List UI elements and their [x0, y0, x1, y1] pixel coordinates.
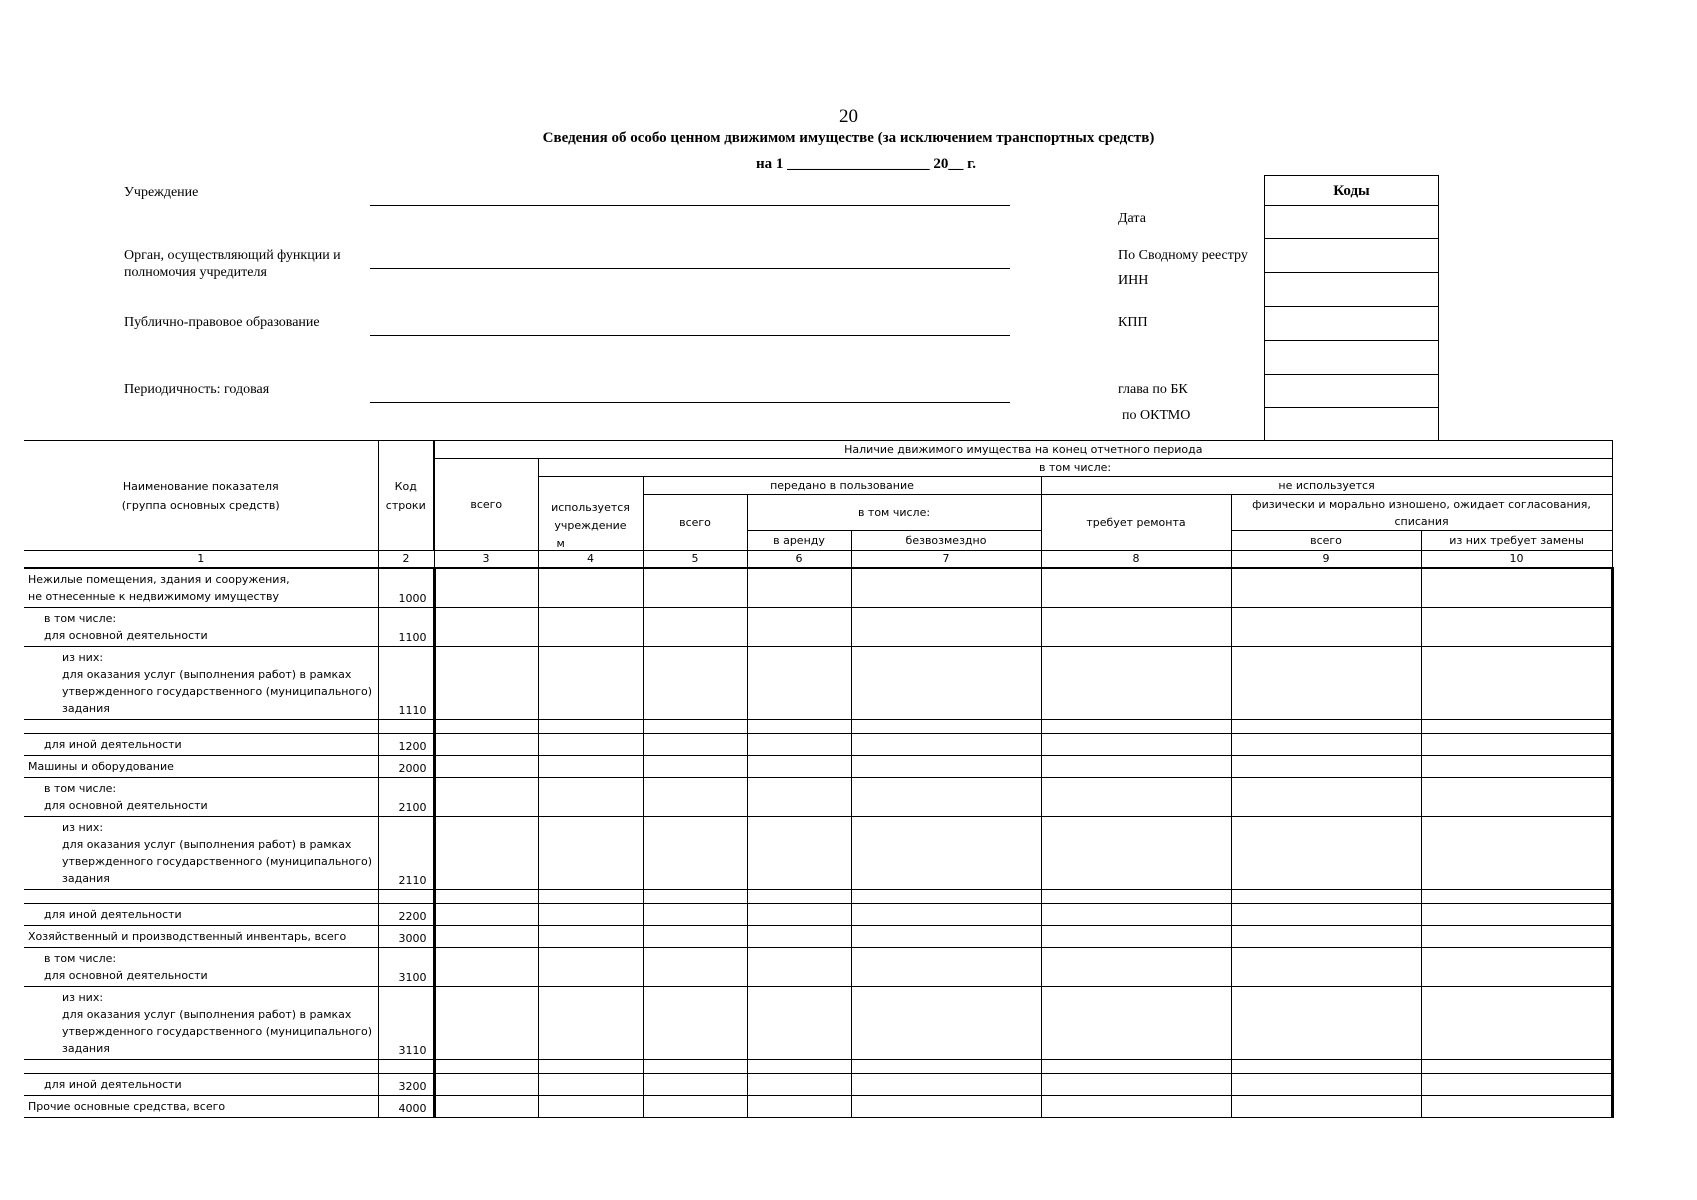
column-numbers-row [24, 551, 1612, 568]
public-entity-label: Публично-правовое образование [124, 315, 320, 330]
page-number: 20 [839, 106, 858, 127]
value-cell-col-3[interactable] [434, 568, 538, 608]
row-name [24, 1095, 378, 1117]
value-cell-col-6[interactable] [747, 947, 851, 986]
value-cell-col-7[interactable] [851, 1095, 1041, 1117]
value-cell-col-6[interactable] [747, 903, 851, 925]
value-cell-col-5[interactable] [643, 925, 747, 947]
row-name [24, 646, 378, 719]
header-worn-total: всего [1231, 531, 1421, 551]
value-cell-col-9[interactable] [1231, 607, 1421, 646]
row-code [378, 889, 434, 903]
value-cell-col-8[interactable] [1041, 947, 1231, 986]
document-title: Сведения об особо ценном движимом имуществе (за исключением транспортных средств) [542, 130, 1155, 146]
row-name-line: утвержденного государственного (муниципального) [62, 854, 373, 868]
row-code [378, 1059, 434, 1073]
header-rent: в аренду [747, 531, 851, 551]
value-cell-col-3[interactable] [434, 733, 538, 755]
value-cell-col-9[interactable] [1231, 1095, 1421, 1117]
table-row [24, 607, 1612, 646]
table-row [24, 777, 1612, 816]
row-name-line: для оказания услуг (выполнения работ) в рамках [62, 1007, 352, 1021]
value-cell-col-5[interactable] [643, 889, 747, 903]
row-code: 2100 [378, 777, 434, 816]
value-cell-col-7[interactable] [851, 1073, 1041, 1095]
value-cell-col-10[interactable] [1421, 733, 1612, 755]
value-cell-col-5[interactable] [643, 607, 747, 646]
code-label-registry: По Сводному реестру [1118, 248, 1248, 263]
code-cell-registry[interactable] [1265, 239, 1438, 273]
row-name [24, 607, 378, 646]
value-cell-col-8[interactable] [1041, 889, 1231, 903]
value-cell-col-8[interactable] [1041, 986, 1231, 1059]
value-cell-col-3[interactable] [434, 816, 538, 889]
table-row [24, 1095, 1612, 1117]
value-cell-col-9[interactable] [1231, 947, 1421, 986]
row-name-line: для основной деятельности [44, 798, 208, 812]
table-row [24, 816, 1612, 889]
row-name [24, 925, 378, 947]
movable-property-table [24, 440, 1614, 1118]
header-code: Код строки [378, 441, 434, 551]
value-cell-col-9[interactable] [1231, 777, 1421, 816]
value-cell-col-3[interactable] [434, 889, 538, 903]
row-name-line: из них: [62, 820, 104, 834]
header-transferred-including: в том числе: [747, 495, 1041, 531]
codes-box [1264, 175, 1439, 441]
table-row [24, 986, 1612, 1059]
header-availability: Наличие движимого имущества на конец отчетного периода [434, 441, 1612, 459]
table-body [24, 568, 1612, 1118]
row-name-line: для основной деятельности [44, 968, 208, 982]
value-cell-col-9[interactable] [1231, 755, 1421, 777]
value-cell-col-5[interactable] [643, 1059, 747, 1073]
table-row [24, 719, 1612, 733]
value-cell-col-7[interactable] [851, 607, 1041, 646]
value-cell-col-7[interactable] [851, 1059, 1041, 1073]
row-code: 1000 [378, 568, 434, 608]
value-cell-col-4[interactable] [538, 646, 643, 719]
table-row [24, 947, 1612, 986]
value-cell-col-5[interactable] [643, 1073, 747, 1095]
value-cell-col-7[interactable] [851, 733, 1041, 755]
value-cell-col-3[interactable] [434, 607, 538, 646]
value-cell-col-6[interactable] [747, 925, 851, 947]
header-needs-repair: требует ремонта [1041, 495, 1231, 551]
value-cell-col-4[interactable] [538, 816, 643, 889]
value-cell-col-10[interactable] [1421, 903, 1612, 925]
column-number: 8 [1041, 551, 1231, 568]
value-cell-col-3[interactable] [434, 777, 538, 816]
row-name [24, 755, 378, 777]
value-cell-col-3[interactable] [434, 947, 538, 986]
value-cell-col-6[interactable] [747, 889, 851, 903]
code-label-oktmo: по ОКТМО [1122, 408, 1191, 423]
value-cell-col-7[interactable] [851, 903, 1041, 925]
value-cell-col-5[interactable] [643, 816, 747, 889]
header-used-by-institution: используется учреждение м [538, 477, 643, 551]
row-code: 3110 [378, 986, 434, 1059]
row-name-line: не отнесенные к недвижимому имуществу [28, 589, 279, 603]
value-cell-col-8[interactable] [1041, 646, 1231, 719]
value-cell-col-7[interactable] [851, 925, 1041, 947]
value-cell-col-4[interactable] [538, 568, 643, 608]
row-code: 1110 [378, 646, 434, 719]
header-transferred: передано в пользование [643, 477, 1041, 495]
report-date-line: на 1 ___________________ 20__ г. [756, 156, 977, 172]
value-cell-col-7[interactable] [851, 568, 1041, 608]
value-cell-col-9[interactable] [1231, 1059, 1421, 1073]
row-name [24, 719, 378, 733]
row-name [24, 1059, 378, 1073]
value-cell-col-10[interactable] [1421, 777, 1612, 816]
row-name-line: утвержденного государственного (муниципального) [62, 1024, 373, 1038]
row-name-line: в том числе: [44, 781, 117, 795]
value-cell-col-10[interactable] [1421, 1073, 1612, 1095]
value-cell-col-4[interactable] [538, 1059, 643, 1073]
row-name-line: Машины и оборудование [28, 759, 174, 773]
value-cell-col-6[interactable] [747, 1059, 851, 1073]
row-code: 4000 [378, 1095, 434, 1117]
row-name-line: для оказания услуг (выполнения работ) в рамках [62, 837, 352, 851]
value-cell-col-3[interactable] [434, 925, 538, 947]
value-cell-col-10[interactable] [1421, 986, 1612, 1059]
row-name [24, 986, 378, 1059]
value-cell-col-8[interactable] [1041, 1059, 1231, 1073]
column-number: 2 [378, 551, 434, 568]
row-code: 3100 [378, 947, 434, 986]
value-cell-col-3[interactable] [434, 646, 538, 719]
row-name-line: утвержденного государственного (муниципального) [62, 684, 373, 698]
value-cell-col-9[interactable] [1231, 925, 1421, 947]
value-cell-col-10[interactable] [1421, 755, 1612, 777]
column-number: 3 [434, 551, 538, 568]
table-row [24, 903, 1612, 925]
row-name [24, 777, 378, 816]
row-name-line: задания [62, 871, 110, 885]
value-cell-col-8[interactable] [1041, 1073, 1231, 1095]
table-row [24, 1073, 1612, 1095]
value-cell-col-6[interactable] [747, 777, 851, 816]
value-cell-col-8[interactable] [1041, 733, 1231, 755]
row-name-line: Нежилые помещения, здания и сооружения, [28, 572, 290, 586]
value-cell-col-7[interactable] [851, 889, 1041, 903]
value-cell-col-10[interactable] [1421, 568, 1612, 608]
header-transferred-total: всего [643, 495, 747, 551]
row-name-line: в том числе: [44, 951, 117, 965]
row-name [24, 889, 378, 903]
value-cell-col-5[interactable] [643, 986, 747, 1059]
value-cell-col-4[interactable] [538, 607, 643, 646]
row-name [24, 816, 378, 889]
column-number: 4 [538, 551, 643, 568]
value-cell-col-4[interactable] [538, 925, 643, 947]
table-header [24, 441, 1612, 568]
row-name [24, 1073, 378, 1095]
value-cell-col-5[interactable] [643, 947, 747, 986]
table-row [24, 755, 1612, 777]
code-label-budget-chapter: глава по БК [1118, 382, 1188, 397]
header-worn-replace: из них требует замены [1421, 531, 1612, 551]
value-cell-col-8[interactable] [1041, 607, 1231, 646]
value-cell-col-5[interactable] [643, 1095, 747, 1117]
row-code: 3000 [378, 925, 434, 947]
value-cell-col-9[interactable] [1231, 1073, 1421, 1095]
value-cell-col-3[interactable] [434, 903, 538, 925]
column-number: 10 [1421, 551, 1612, 568]
value-cell-col-6[interactable] [747, 646, 851, 719]
value-cell-col-7[interactable] [851, 646, 1041, 719]
table-row [24, 889, 1612, 903]
value-cell-col-8[interactable] [1041, 777, 1231, 816]
founder-label: Орган, осуществляющий функции и полномочия учредителя [124, 248, 341, 280]
value-cell-col-10[interactable] [1421, 719, 1612, 733]
founder-field[interactable] [370, 268, 1010, 269]
header-free-of-charge: безвозмездно [851, 531, 1041, 551]
value-cell-col-6[interactable] [747, 733, 851, 755]
value-cell-col-7[interactable] [851, 755, 1041, 777]
value-cell-col-5[interactable] [643, 777, 747, 816]
value-cell-col-6[interactable] [747, 568, 851, 608]
value-cell-col-5[interactable] [643, 646, 747, 719]
table-row [24, 925, 1612, 947]
public-entity-field[interactable] [370, 335, 1010, 336]
value-cell-col-7[interactable] [851, 777, 1041, 816]
header-not-used: не используется [1041, 477, 1612, 495]
value-cell-col-9[interactable] [1231, 816, 1421, 889]
value-cell-col-10[interactable] [1421, 646, 1612, 719]
row-name [24, 903, 378, 925]
value-cell-col-6[interactable] [747, 719, 851, 733]
code-label-inn: ИНН [1118, 273, 1149, 288]
value-cell-col-4[interactable] [538, 889, 643, 903]
value-cell-col-3[interactable] [434, 1095, 538, 1117]
row-name [24, 733, 378, 755]
row-code: 3200 [378, 1073, 434, 1095]
row-name-line: Хозяйственный и производственный инвентарь, всего [28, 929, 347, 943]
value-cell-col-9[interactable] [1231, 719, 1421, 733]
value-cell-col-4[interactable] [538, 1095, 643, 1117]
row-name-line: для иной деятельности [44, 1077, 182, 1091]
periodicity-field[interactable] [370, 402, 1010, 403]
value-cell-col-3[interactable] [434, 755, 538, 777]
column-number: 9 [1231, 551, 1421, 568]
row-code: 2000 [378, 755, 434, 777]
column-number: 1 [24, 551, 378, 568]
code-cell-date[interactable] [1265, 206, 1438, 239]
value-cell-col-5[interactable] [643, 568, 747, 608]
row-code [378, 719, 434, 733]
table-row [24, 733, 1612, 755]
institution-field[interactable] [370, 205, 1010, 206]
value-cell-col-8[interactable] [1041, 816, 1231, 889]
value-cell-col-8[interactable] [1041, 1095, 1231, 1117]
value-cell-col-9[interactable] [1231, 733, 1421, 755]
value-cell-col-7[interactable] [851, 947, 1041, 986]
row-code: 1100 [378, 607, 434, 646]
value-cell-col-10[interactable] [1421, 947, 1612, 986]
column-number: 5 [643, 551, 747, 568]
value-cell-col-4[interactable] [538, 947, 643, 986]
row-name [24, 947, 378, 986]
row-name-line: задания [62, 701, 110, 715]
row-name-line: в том числе: [44, 611, 117, 625]
value-cell-col-4[interactable] [538, 1073, 643, 1095]
value-cell-col-6[interactable] [747, 816, 851, 889]
table-row [24, 1059, 1612, 1073]
value-cell-col-9[interactable] [1231, 889, 1421, 903]
value-cell-col-8[interactable] [1041, 755, 1231, 777]
value-cell-col-4[interactable] [538, 903, 643, 925]
value-cell-col-8[interactable] [1041, 903, 1231, 925]
code-cell-inn[interactable] [1265, 273, 1438, 307]
row-code: 1200 [378, 733, 434, 755]
row-name-line: из них: [62, 990, 104, 1004]
value-cell-col-8[interactable] [1041, 925, 1231, 947]
value-cell-col-6[interactable] [747, 1073, 851, 1095]
value-cell-col-3[interactable] [434, 1059, 538, 1073]
value-cell-col-9[interactable] [1231, 568, 1421, 608]
code-label-date: Дата [1118, 211, 1146, 226]
value-cell-col-10[interactable] [1421, 1095, 1612, 1117]
row-name-line: для оказания услуг (выполнения работ) в рамках [62, 667, 352, 681]
value-cell-col-3[interactable] [434, 1073, 538, 1095]
code-cell-budget-chapter[interactable] [1265, 375, 1438, 408]
value-cell-col-6[interactable] [747, 986, 851, 1059]
value-cell-col-10[interactable] [1421, 816, 1612, 889]
value-cell-col-7[interactable] [851, 719, 1041, 733]
code-cell-extra[interactable] [1265, 341, 1438, 375]
header-including: в том числе: [538, 459, 1612, 477]
value-cell-col-10[interactable] [1421, 607, 1612, 646]
table-row [24, 646, 1612, 719]
row-name-line: для иной деятельности [44, 907, 182, 921]
row-name-line: из них: [62, 650, 104, 664]
value-cell-col-10[interactable] [1421, 1059, 1612, 1073]
code-cell-oktmo[interactable] [1265, 408, 1438, 439]
value-cell-col-4[interactable] [538, 733, 643, 755]
value-cell-col-5[interactable] [643, 903, 747, 925]
periodicity-label: Периодичность: годовая [124, 382, 270, 397]
code-cell-kpp[interactable] [1265, 307, 1438, 341]
value-cell-col-3[interactable] [434, 986, 538, 1059]
value-cell-col-4[interactable] [538, 777, 643, 816]
row-name-line: для основной деятельности [44, 628, 208, 642]
value-cell-col-7[interactable] [851, 816, 1041, 889]
value-cell-col-3[interactable] [434, 719, 538, 733]
value-cell-col-4[interactable] [538, 755, 643, 777]
value-cell-col-10[interactable] [1421, 889, 1612, 903]
row-name-line: задания [62, 1041, 110, 1055]
value-cell-col-5[interactable] [643, 755, 747, 777]
value-cell-col-10[interactable] [1421, 925, 1612, 947]
column-number: 6 [747, 551, 851, 568]
row-name-line: Прочие основные средства, всего [28, 1099, 226, 1113]
row-code: 2110 [378, 816, 434, 889]
value-cell-col-5[interactable] [643, 733, 747, 755]
code-label-kpp: КПП [1118, 315, 1148, 330]
value-cell-col-7[interactable] [851, 986, 1041, 1059]
header-total: всего [434, 459, 538, 551]
header-worn-out: физически и морально изношено, ожидает согласования, списания [1231, 495, 1612, 531]
header-name: Наименование показателя (группа основных средств) [24, 441, 378, 551]
value-cell-col-8[interactable] [1041, 568, 1231, 608]
row-name [24, 568, 378, 608]
value-cell-col-4[interactable] [538, 719, 643, 733]
value-cell-col-9[interactable] [1231, 986, 1421, 1059]
codes-title: Коды [1265, 176, 1438, 206]
value-cell-col-8[interactable] [1041, 719, 1231, 733]
value-cell-col-9[interactable] [1231, 903, 1421, 925]
value-cell-col-6[interactable] [747, 607, 851, 646]
table-row [24, 568, 1612, 608]
value-cell-col-6[interactable] [747, 1095, 851, 1117]
value-cell-col-4[interactable] [538, 986, 643, 1059]
value-cell-col-6[interactable] [747, 755, 851, 777]
column-number: 7 [851, 551, 1041, 568]
value-cell-col-9[interactable] [1231, 646, 1421, 719]
row-code: 2200 [378, 903, 434, 925]
institution-label: Учреждение [124, 185, 199, 200]
row-name-line: для иной деятельности [44, 737, 182, 751]
value-cell-col-5[interactable] [643, 719, 747, 733]
